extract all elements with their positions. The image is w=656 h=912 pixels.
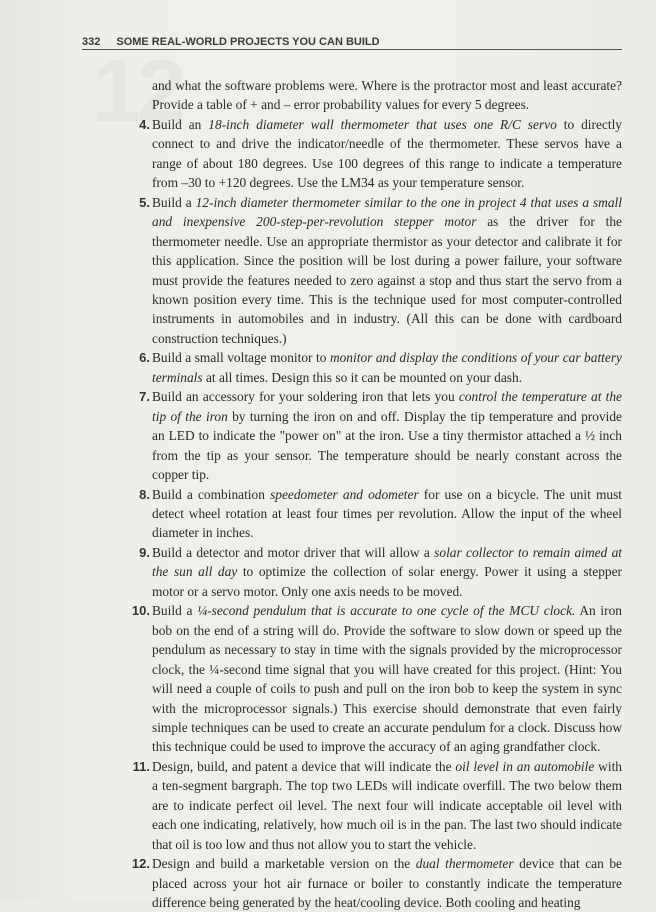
- project-item: [92, 601, 622, 757]
- project-text: [152, 487, 622, 541]
- project-text-lead: Design, build, and patent a device that will indicate the: [152, 758, 456, 774]
- project-text-lead: Build a combination: [152, 486, 271, 502]
- project-item: [92, 757, 622, 854]
- project-text-lead: Build a small voltage monitor to: [152, 350, 330, 366]
- project-item: [92, 193, 622, 349]
- project-item: [92, 115, 622, 193]
- project-text: [152, 117, 622, 190]
- project-text-rest: device that can be placed across your hot air furnace or boiler to constantly indicate the temperature difference being generated by the heat/cooling device. Both cooling and heating: [152, 856, 622, 911]
- project-list: [92, 115, 622, 912]
- project-item: [92, 387, 622, 484]
- project-number: 6 .: [92, 348, 150, 367]
- project-title-italic: control the temperature at the tip of the iron: [152, 389, 623, 424]
- project-title-italic: 18-inch diameter wall thermometer that uses one R/C servo: [208, 116, 557, 132]
- running-title: SOME REAL-WORLD PROJECTS YOU CAN BUILD: [116, 36, 380, 48]
- project-text-lead: Design and build a marketable version on the: [152, 856, 416, 872]
- project-item: [92, 854, 622, 912]
- project-text: [152, 759, 622, 852]
- project-title-italic: speedometer and odometer: [270, 486, 419, 502]
- project-item: [92, 485, 622, 543]
- project-number: 12 .: [92, 854, 150, 873]
- project-title-italic: oil level in an automobile: [455, 758, 595, 774]
- project-list-section: [92, 76, 622, 912]
- project-title-italic: ¼-second pendulum that is accurate to one cycle of the MCU clock.: [197, 603, 576, 619]
- project-text: [152, 350, 622, 384]
- project-text-rest: as the driver for the thermometer needle. Use an appropriate thermistor as your detector and calibrate it for this application. Since the position will be lost during a power failure, your software must provide the features needed to zero against a stop and thus start the servo from a known position every time. This is the technique used for most computer-controlled instruments in automobiles and in industry. (All this can be done with cardboard construction techniques.): [152, 214, 622, 346]
- project-title-italic: monitor and display the conditions of your car battery terminals: [152, 350, 622, 385]
- project-title-italic: 12-inch diameter thermometer similar to the one in project 4 that uses a small and inexpensive 200-step-per-revolution stepper motor: [152, 194, 622, 230]
- project-number: 10 .: [92, 601, 150, 620]
- project-number: 8 .: [92, 485, 150, 504]
- project-item: [92, 543, 622, 601]
- project-number: 7 .: [92, 387, 150, 406]
- project-text-lead: Build an accessory for your soldering iron that lets you: [152, 389, 459, 405]
- project-number: 9 .: [92, 543, 150, 562]
- project-title-italic: solar collector to remain aimed at the sun all day: [152, 544, 623, 580]
- project-text-rest: to directly connect to and drive the indicator/needle of the thermometer. These servos have a range of about 180 degrees. Use 100 degrees of this range to indicate a temperature from –30 to +120 degrees. Use the LM34 as your temperature sensor.: [152, 116, 622, 191]
- page-number: 332: [82, 36, 101, 48]
- project-number: 11 .: [92, 757, 150, 776]
- project-number: 4 .: [92, 115, 150, 134]
- intro-paragraph: and what the software problems were. Where is the protractor most and least accurate? Provide a table of + and – error probability values for every 5 degrees.: [152, 78, 622, 113]
- project-text-lead: Build a detector and motor driver that will allow a: [152, 544, 435, 560]
- project-text-rest: for use on a bicycle. The unit must detect wheel rotation at least four times per revolution. Allow the input of the wheel diameter in inches.: [152, 486, 622, 541]
- project-text-lead: Build an: [152, 116, 209, 132]
- project-text-lead: Build a: [152, 603, 198, 619]
- project-text-rest: at all times. Design this so it can be mounted on your dash.: [202, 369, 523, 385]
- project-text-lead: Build a: [152, 194, 196, 210]
- project-text: [152, 603, 622, 754]
- project-title-italic: dual thermometer: [415, 856, 514, 872]
- project-text-rest: to optimize the collection of solar energy. Power it using a stepper motor or a servo motor. Only one axis needs to be moved.: [152, 564, 622, 599]
- project-text: [152, 856, 622, 910]
- project-text-rest: with a ten-segment bargraph. The top two LEDs will indicate overfill. The two below them are to indicate perfect oil level. The next four will indicate acceptable oil level with each one indicating, relatively, how much oil is in the pan. The last two should indicate that oil is too low and thus not allow you to start the vehicle.: [152, 758, 622, 852]
- project-text: [152, 389, 622, 482]
- project-text: [152, 195, 622, 346]
- project-text-rest: by turning the iron on and off. Display the tip temperature and provide an LED to indicate the "power on" at the iron. Use a tiny thermistor attached a ½ inch from the tip as your sensor. The temperature should be nearly constant across the copper tip.: [152, 408, 622, 483]
- running-header: [82, 36, 622, 50]
- project-text: [152, 545, 622, 599]
- project-number: 5 .: [92, 193, 150, 212]
- project-item: [92, 348, 622, 387]
- project-text-rest: An iron bob on the end of a string will do. Provide the software to slow down or speed up the pendulum as necessary to stay in time with the signals provided by the microprocessor clock, the ¼-second time signal that you will have created for this project. (Hint: You will need a couple of coils to push and pull on the iron bob to keep the system in sync with the microprocessor signals.) This exercise should demonstrate that even fairly simple techniques can be used to create an accurate pendulum for a clock. Discuss how this technique could be used to improve the accuracy of an aging grandfather clock.: [152, 603, 622, 755]
